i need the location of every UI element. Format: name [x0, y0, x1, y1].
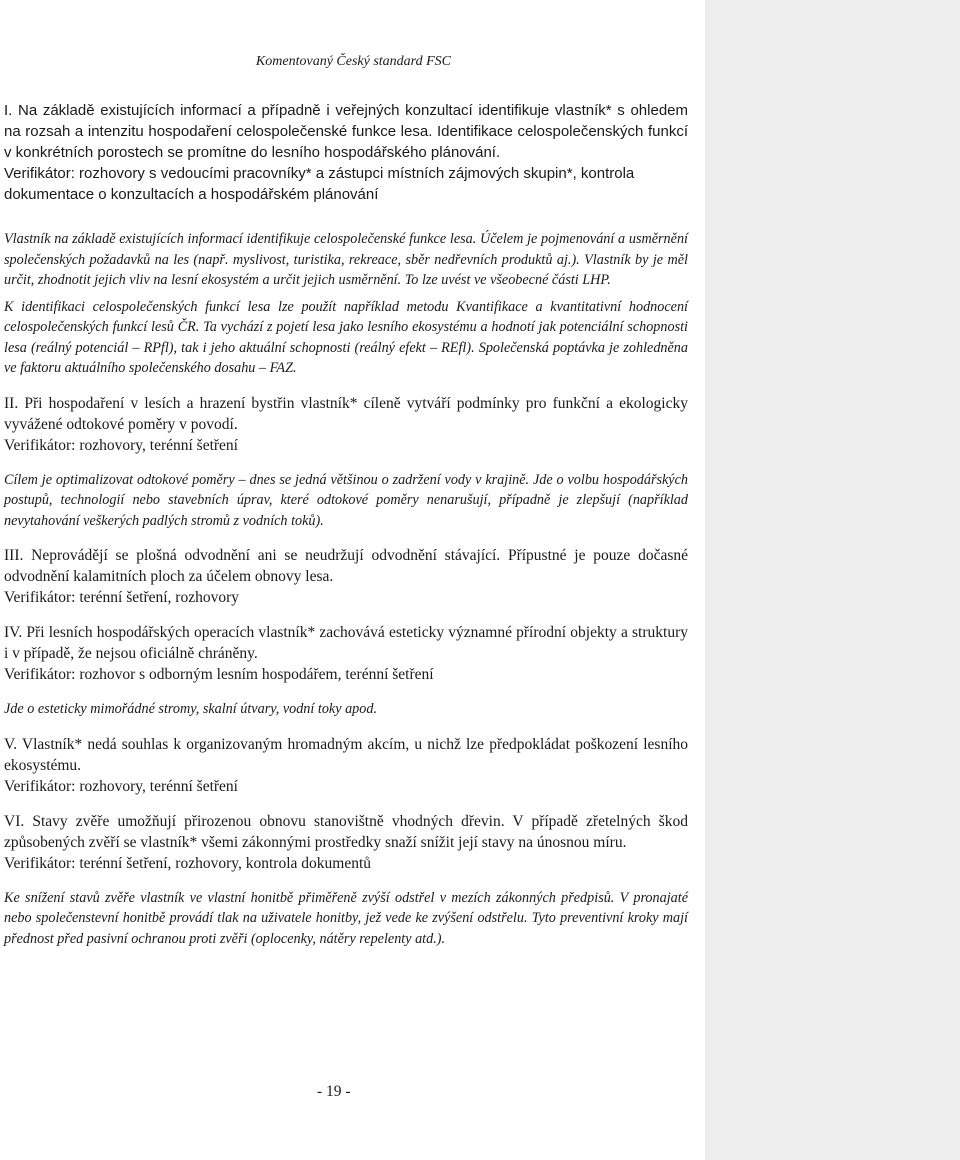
verifier-text: Verifikátor: terénní šetření, rozhovory, kontrola dokumentů — [4, 854, 372, 872]
criterion-item-5 — [4, 734, 688, 797]
criterion-text: VI. Stavy zvěře umožňují přirozenou obnovu stanovištně vhodných dřevin. V případě zřetelných škod způsobených zvěří se vlastník* všemi zákonnými prostředky snaží snížit její stavy na únosnou míru. — [4, 812, 688, 851]
criterion-text: V. Vlastník* nedá souhlas k organizovaným hromadným akcím, u nichž lze předpokládat poškození lesního ekosystému. — [4, 735, 688, 774]
verifier-text: Verifikátor: rozhovor s odborným lesním hospodářem, terénní šetření — [4, 666, 434, 683]
criterion-text: IV. Při lesních hospodářských operacích vlastník* zachovává esteticky významné přírodní objekty a struktury i v případě, že nejsou oficiálně chráněny. — [4, 624, 688, 662]
comment-margin — [705, 0, 960, 1160]
verifier-text: Verifikátor: rozhovory, terénní šetření — [4, 777, 238, 795]
verifier-text: Verifikátor: terénní šetření, rozhovory — [4, 589, 239, 606]
criterion-text: I. Na základě existujících informací a případně i veřejných konzultací identifikuje vlastník* s ohledem na rozsah a intenzitu hospodaření celospolečenské funkce lesa. Identifikace celospolečenských funkcí v konkrétních porostech se promítne do lesního hospodářského plánování. — [4, 102, 688, 161]
criterion-item-2 — [4, 393, 688, 532]
criterion-item-1 — [4, 100, 688, 379]
guidance-note: Cílem je optimalizovat odtokové poměry – dnes se jedná většinou o zadržení vody v krajině. Jde o volbu hospodářských postupů, technologií nebo stavebních úprav, které odtokové poměry nenarušují, případně je zlepšují (například nevytahování veškerých padlých stromů z vodních toků). — [4, 471, 688, 529]
verifier-text: Verifikátor: rozhovory s vedoucími pracovníky* a zástupci místních zájmových skupin*, kontrola dokumentace o konzultacích a hospodářském plánování — [4, 165, 635, 203]
page-number: - 19 - — [317, 1083, 351, 1100]
guidance-note: Vlastník na základě existujících informací identifikuje celospolečenské funkce lesa. Účelem je pojmenování a usměrnění společenských požadavků na les (např. myslivost, turistika, rekreace, sběr nedřevních produktů aj.). Vlastník by je měl určit, zhodnotit jejich vliv na lesní ekosystém a určit jejich usměrnění. To lze uvést ve všeobecné části LHP. — [4, 231, 688, 288]
criterion-text: III. Neprovádějí se plošná odvodnění ani se neudržují odvodnění stávající. Přípustné je pouze dočasné odvodnění kalamitních ploch za účelem obnovy lesa. — [4, 547, 688, 585]
criterion-item-4 — [4, 622, 688, 720]
criterion-item-3 — [4, 545, 688, 608]
verifier-text: Verifikátor: rozhovory, terénní šetření — [4, 436, 238, 454]
criterion-item-6 — [4, 811, 688, 950]
running-header: Komentovaný Český standard FSC — [255, 54, 451, 69]
guidance-note: K identifikaci celospolečenských funkcí lesa lze použít například metodu Kvantifikace a kvantitativní hodnocení celospolečenských funkcí lesů ČR. Ta vychází z pojetí lesa jako lesního ekosystému a hodnotí jak potenciální schopnosti lesa (reálný potenciál – RPfl), tak i jeho aktuální schopnosti (reálný efekt – REfl). Společenská poptávka je zohledněna ve faktoru aktuálního společenského dosahu – FAZ. — [4, 298, 688, 376]
criterion-text: II. Při hospodaření v lesích a hrazení bystřin vlastník* cíleně vytváří podmínky pro funkční a ekologicky vyvážené odtokové poměry v povodí. — [4, 394, 688, 433]
guidance-note: Jde o esteticky mimořádné stromy, skalní útvary, vodní toky apod. — [4, 701, 377, 717]
document-page — [4, 0, 689, 1160]
guidance-note: Ke snížení stavů zvěře vlastník ve vlastní honitbě přiměřeně zvýší odstřel v mezích zákonných předpisů. V pronajaté nebo společenstevní honitbě provádí tlak na uživatele honitby, jež vede ke zvýšení odstřelu. Tyto preventivní kroky mají přednost před pasivní ochranou proti zvěři (oplocenky, nátěry repelenty atd.). — [4, 889, 688, 947]
document-content — [4, 100, 688, 949]
